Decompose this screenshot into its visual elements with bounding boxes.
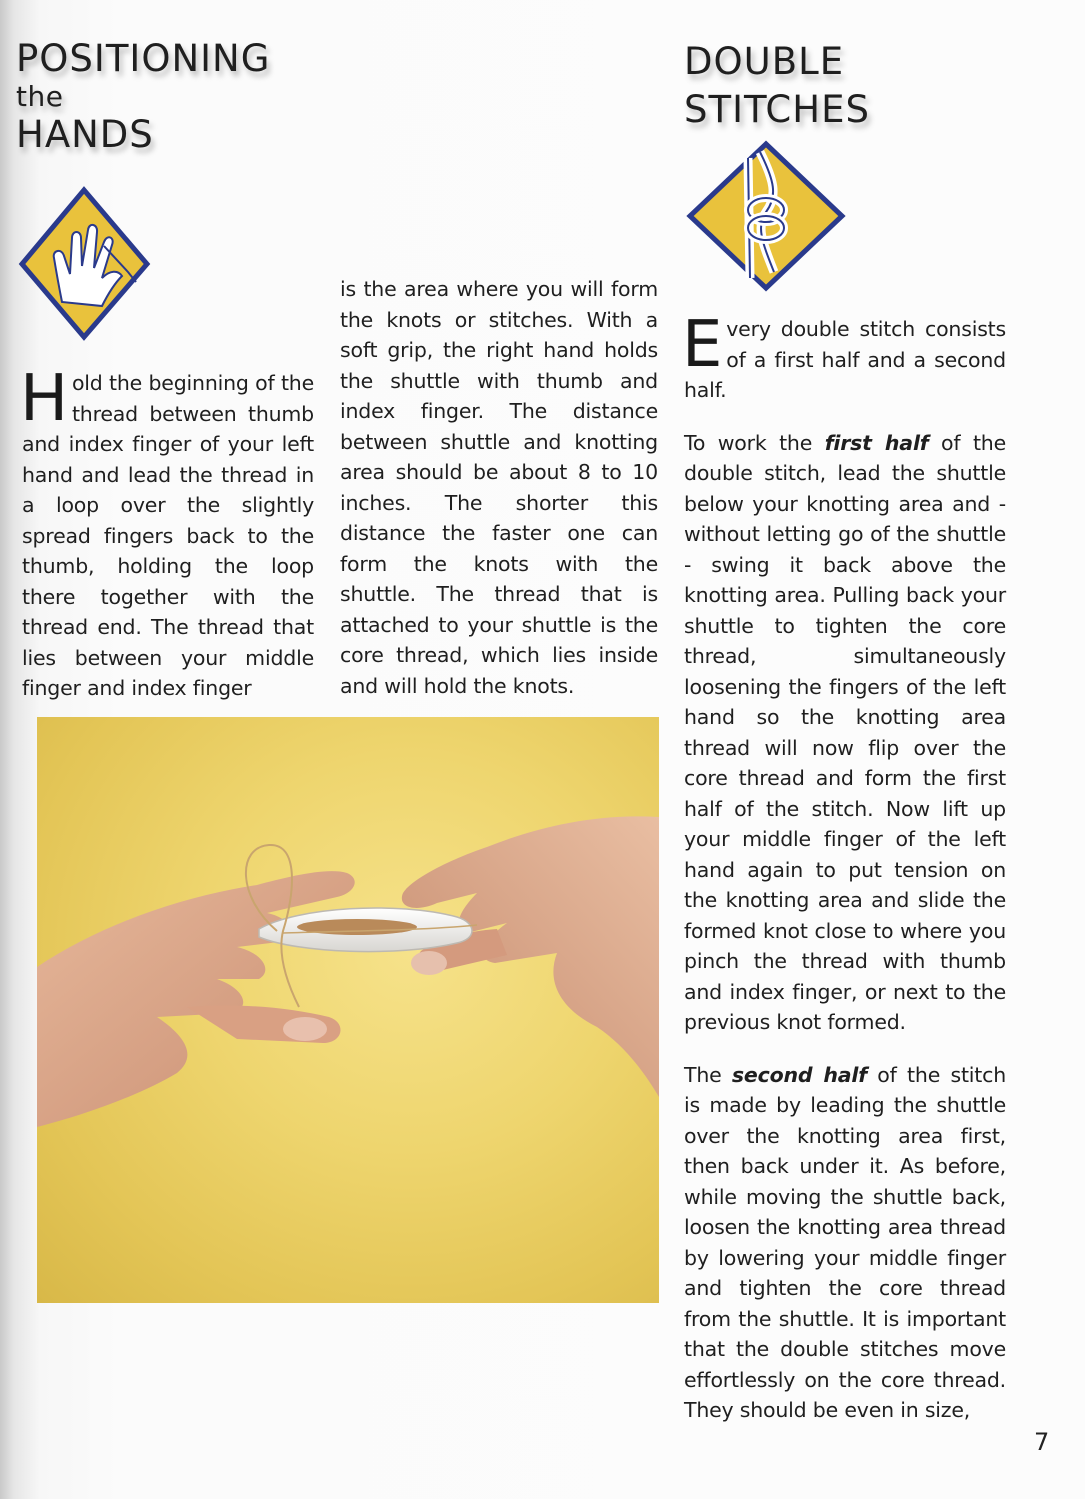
heading-line: POSITIONING: [16, 37, 271, 80]
section-heading-positioning-the-hands: [16, 38, 270, 156]
photo-hands-holding-shuttle: [37, 717, 659, 1303]
body-text-column-3: [682, 308, 1007, 1426]
thumbnail: [283, 1017, 327, 1041]
left-hand: [37, 871, 355, 1127]
paragraph-text: very double stitch consists of a first half and a second half.: [684, 317, 1006, 402]
drop-cap: E: [682, 308, 723, 382]
paragraph-text: To work the: [684, 430, 825, 455]
section-heading-double-stitches: [684, 38, 870, 134]
paragraph: [684, 428, 1006, 1038]
paragraph: [684, 1060, 1006, 1426]
paragraph: [682, 308, 1006, 406]
thumbnail: [411, 951, 447, 975]
body-text-column-1: [20, 362, 314, 704]
emphasis-text: second half: [731, 1062, 867, 1087]
heading-line: the: [16, 80, 64, 113]
emphasis-text: first half: [824, 430, 929, 455]
paragraph-text: of the double stitch, lead the shuttle below your knotting area and - without letting go of the shuttle - swing it back above the knotting area. Pulling back your shuttle to tighten the core thread, simultaneously loosening the fingers of the left hand so the knotting area thread will now flip over the core thread and form the first half of the stitch. Now lift up your middle finger of the left hand again to put tension on the knotting area and slide the formed knot close to where you pinch the thread with thumb and index finger, or next to the previous knot formed.: [684, 430, 1006, 1034]
heading-line: DOUBLE: [684, 40, 845, 83]
hand-icon: [18, 186, 151, 341]
page-number: 7: [1034, 1428, 1050, 1456]
knot-icon: [686, 140, 846, 292]
paragraph-text: is the area where you will form the knots or stitches. With a soft grip, the right hand holds the shuttle with thumb and index finger. The distance between shuttle and knotting area should be about 8 to 10 inches. The shorter this distance the faster one can form the knots with the shuttle. The thread that is attached to your shuttle is the core thread, which lies inside and will hold the knots.: [340, 277, 658, 698]
drop-cap: H: [20, 362, 68, 436]
body-text-column-2: [340, 274, 658, 701]
photo-illustration: [37, 717, 659, 1303]
paragraph-text: old the beginning of the thread between thumb and index finger of your left hand and lead the thread in a loop over the slightly spread fingers back to the thumb, holding the loop there together with the thread end. The thread that lies between your middle finger and index finger: [22, 371, 314, 700]
paragraph-text: The: [684, 1062, 732, 1087]
paragraph-text: of the stitch is made by leading the shuttle over the knotting area first, then back under it. As before, while moving the shuttle back, loosen the knotting area thread by lowering your middle finger and tighten the core thread from the shuttle. It is important that the double stitches move effortlessly on the core thread. They should be even in size,: [684, 1062, 1007, 1422]
heading-line: HANDS: [16, 113, 154, 156]
heading-line: STITCHES: [684, 88, 870, 131]
